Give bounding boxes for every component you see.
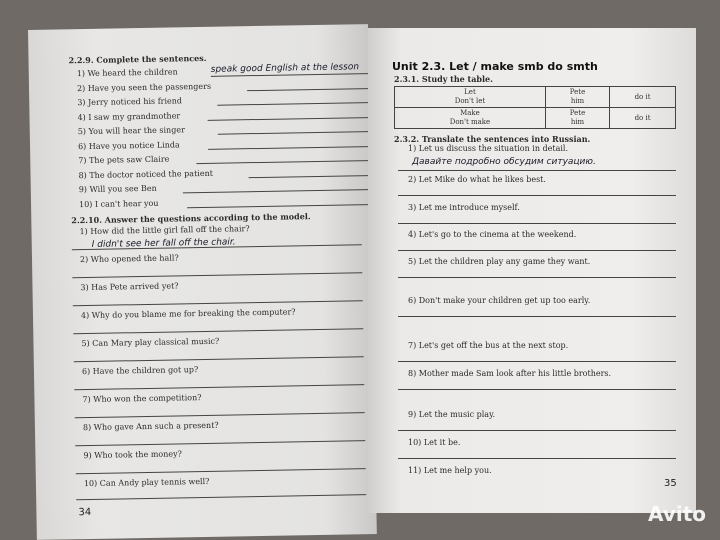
- answer-line: [398, 389, 676, 390]
- answer-line: [218, 131, 388, 135]
- question-item: 5) Can Mary play classical music?: [81, 336, 220, 349]
- sentence-item: 6) Have you notice Linda: [77, 139, 180, 151]
- page-number: 34: [78, 506, 92, 519]
- sentence-item: 10) I can't hear you: [78, 198, 159, 209]
- exercise-heading: 2.3.1. Study the table.: [394, 74, 493, 84]
- question-item: 7) Who won the competition?: [82, 393, 202, 405]
- handwritten-answer: Давайте подробно обсудим ситуацию.: [412, 157, 596, 167]
- answer-line: [398, 361, 676, 362]
- right-page: [368, 28, 696, 513]
- answer-line: [398, 195, 676, 196]
- question-item: 1) How did the little girl fall off the chair?: [79, 224, 250, 237]
- question-item: 10) Can Andy play tennis well?: [83, 476, 210, 489]
- question-item: 2) Who opened the hall?: [79, 253, 179, 265]
- question-item: 9) Who took the money?: [83, 449, 182, 461]
- grammar-table: Let Don't let Pete him do it Make Don't make Pete him do it: [394, 86, 676, 129]
- question-item: 6) Have the children got up?: [81, 365, 199, 377]
- sentence-item: 6) Don't make your children get up too early.: [408, 296, 591, 305]
- answer-line: [74, 356, 364, 362]
- sentence-item: 1) Let us discuss the situation in detail.: [408, 144, 569, 153]
- answer-line: [76, 468, 366, 474]
- answer-line: [74, 384, 364, 390]
- question-item: 8) Who gave Ann such a present?: [82, 420, 219, 433]
- sentence-item: 3) Let me introduce myself.: [408, 203, 520, 212]
- sentence-item: 2) Have you seen the passengers: [76, 81, 212, 93]
- page-number: 35: [664, 478, 677, 489]
- handwritten-answer: speak good English at the lesson: [210, 62, 360, 75]
- question-item: 3) Has Pete arrived yet?: [80, 281, 179, 293]
- sentence-item: 5) You will hear the singer: [77, 125, 185, 137]
- sentence-item: 4) I saw my grandmother: [77, 110, 181, 122]
- answer-line: [73, 328, 363, 334]
- answer-line: [208, 145, 388, 149]
- handwritten-answer: I didn't see her fall off the chair.: [91, 237, 236, 250]
- answer-line: [75, 440, 365, 446]
- question-item: 4) Why do you blame me for breaking the computer?: [80, 307, 296, 321]
- answer-line: [398, 316, 676, 317]
- sentence-item: 7) Let's get off the bus at the next stop.: [408, 341, 569, 350]
- answer-line: [208, 116, 388, 120]
- left-page: [28, 24, 377, 540]
- answer-line: [398, 170, 676, 171]
- answer-line: [73, 300, 363, 306]
- sentence-item: 10) Let it be.: [408, 438, 461, 447]
- answer-line: [183, 189, 389, 194]
- answer-line: [398, 458, 676, 459]
- sentence-item: 7) The pets saw Claire: [78, 154, 170, 166]
- answer-line: [196, 160, 388, 164]
- sentence-item: 11) Let me help you.: [408, 466, 492, 475]
- avito-watermark: Avito: [648, 502, 706, 526]
- sentence-item: 9) Let the music play.: [408, 410, 496, 419]
- answer-line: [398, 277, 676, 278]
- sentence-item: 5) Let the children play any game they want.: [408, 257, 591, 266]
- answer-line: [75, 412, 365, 418]
- sentence-item: 3) Jerry noticed his friend: [77, 96, 183, 108]
- unit-title: Unit 2.3. Let / make smb do smth: [392, 60, 598, 73]
- sentence-item: 2) Let Mike do what he likes best.: [408, 175, 546, 184]
- exercise-heading: 2.2.9. Complete the sentences.: [68, 52, 207, 66]
- answer-line: [247, 87, 387, 90]
- answer-line: [72, 272, 362, 278]
- answer-line: [398, 430, 676, 431]
- sentence-item: 4) Let's go to the cinema at the weekend.: [408, 230, 577, 239]
- answer-line: [76, 494, 366, 500]
- answer-line: [187, 203, 389, 208]
- sentence-item: 9) Will you see Ben: [78, 183, 157, 195]
- exercise-heading: 2.3.2. Translate the sentences into Russian.: [394, 134, 591, 144]
- answer-line: [398, 223, 676, 224]
- answer-line: [398, 250, 676, 251]
- exercise-heading: 2.2.10. Answer the questions according to the model.: [71, 211, 311, 226]
- sentence-item: 1) We heard the children: [76, 67, 178, 79]
- answer-line: [217, 102, 387, 106]
- sentence-item: 8) Mother made Sam look after his little brothers.: [408, 369, 612, 378]
- sentence-item: 8) The doctor noticed the patient: [78, 168, 213, 180]
